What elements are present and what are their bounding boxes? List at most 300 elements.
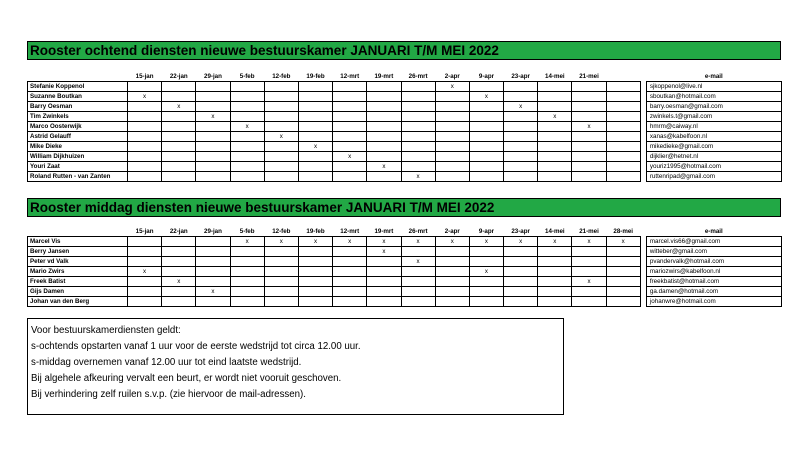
header-row — [28, 72, 782, 82]
shift-cell — [469, 277, 503, 287]
volunteer-name: Mario Zwirs — [28, 267, 128, 277]
morning-schedule-title: Rooster ochtend diensten nieuwe bestuurskamer JANUARI T/M MEI 2022 — [27, 41, 781, 60]
email-cell: mariozwirs@kabelfoon.nl — [646, 267, 781, 277]
notes-line: s-middag overnemen vanaf 12.00 uur tot eind laatste wedstrijd. — [31, 357, 302, 368]
shift-cell — [333, 92, 367, 102]
shift-cell: x — [504, 102, 538, 112]
shift-cell — [128, 82, 162, 92]
shift-cell — [469, 112, 503, 122]
shift-cell — [572, 297, 606, 307]
afternoon-schedule-table — [27, 227, 782, 307]
shift-cell — [298, 297, 332, 307]
volunteer-name: Youri Zaat — [28, 162, 128, 172]
date-header: 22-jan — [169, 228, 188, 235]
date-header: 9-apr — [478, 73, 495, 80]
shift-cell — [230, 267, 264, 277]
shift-cell — [572, 162, 606, 172]
shift-cell — [230, 92, 264, 102]
shift-cell — [538, 122, 572, 132]
volunteer-name: Astrid Gelauff — [28, 132, 128, 142]
volunteer-name: Roland Rutten - van Zanten — [28, 172, 128, 182]
shift-cell — [504, 162, 538, 172]
shift-cell — [264, 82, 298, 92]
shift-cell — [572, 287, 606, 297]
shift-cell — [367, 297, 401, 307]
date-header: 26-mrt — [408, 228, 428, 235]
shift-cell — [401, 92, 435, 102]
date-header: 26-mrt — [408, 73, 428, 80]
volunteer-name: Peter vd Valk — [28, 257, 128, 267]
date-header — [606, 72, 640, 82]
shift-cell — [401, 162, 435, 172]
shift-cell: x — [128, 267, 162, 277]
shift-cell — [367, 172, 401, 182]
shift-cell — [469, 122, 503, 132]
shift-cell — [196, 277, 230, 287]
shift-cell: x — [538, 237, 572, 247]
shift-cell — [333, 102, 367, 112]
shift-cell: x — [606, 237, 640, 247]
shift-cell — [162, 172, 196, 182]
shift-cell — [298, 122, 332, 132]
shift-cell — [469, 297, 503, 307]
email-cell: ga.damen@hotmail.com — [646, 287, 781, 297]
shift-cell — [572, 152, 606, 162]
shift-cell — [162, 162, 196, 172]
shift-cell — [128, 112, 162, 122]
shift-cell — [230, 257, 264, 267]
date-header: 12-mrt — [340, 73, 360, 80]
email-cell: hmrm@caiway.nl — [646, 122, 781, 132]
date-header: 5-feb — [239, 73, 255, 80]
shift-cell — [333, 132, 367, 142]
shift-cell — [264, 152, 298, 162]
shift-cell: x — [264, 237, 298, 247]
shift-cell — [333, 82, 367, 92]
shift-cell — [401, 152, 435, 162]
email-cell: pvandervalk@hotmail.com — [646, 257, 781, 267]
shift-cell — [504, 122, 538, 132]
shift-cell — [196, 162, 230, 172]
shift-cell — [128, 122, 162, 132]
shift-cell — [196, 132, 230, 142]
shift-cell — [230, 247, 264, 257]
shift-cell: x — [367, 237, 401, 247]
shift-cell — [469, 102, 503, 112]
shift-cell: x — [469, 237, 503, 247]
shift-cell — [538, 172, 572, 182]
shift-cell — [128, 247, 162, 257]
shift-cell: x — [469, 267, 503, 277]
shift-cell: x — [435, 82, 469, 92]
volunteer-name: William Dijkhuizen — [28, 152, 128, 162]
shift-cell — [606, 92, 640, 102]
date-header: 19-mrt — [374, 73, 394, 80]
morning-schedule-table — [27, 72, 782, 182]
email-cell: marcel.vis66@gmail.com — [646, 237, 781, 247]
shift-cell: x — [230, 122, 264, 132]
shift-cell — [504, 257, 538, 267]
date-header: 14-mei — [545, 228, 565, 235]
shift-cell — [162, 297, 196, 307]
shift-cell — [504, 82, 538, 92]
table-row — [28, 287, 782, 297]
shift-cell: x — [401, 237, 435, 247]
shift-cell — [435, 172, 469, 182]
shift-cell — [128, 237, 162, 247]
shift-cell — [128, 172, 162, 182]
notes-line: s-ochtends opstarten vanaf 1 uur voor de eerste wedstrijd tot circa 12.00 uur. — [31, 341, 361, 352]
shift-cell — [264, 277, 298, 287]
shift-cell: x — [162, 102, 196, 112]
shift-cell — [196, 102, 230, 112]
shift-cell — [606, 132, 640, 142]
shift-cell — [162, 267, 196, 277]
shift-cell — [298, 102, 332, 112]
shift-cell: x — [196, 112, 230, 122]
table-row — [28, 277, 782, 287]
shift-cell — [504, 267, 538, 277]
shift-cell — [333, 297, 367, 307]
shift-cell — [504, 172, 538, 182]
shift-cell — [538, 142, 572, 152]
shift-cell — [435, 277, 469, 287]
shift-cell — [572, 82, 606, 92]
shift-cell — [333, 257, 367, 267]
volunteer-name: Suzanne Boutkan — [28, 92, 128, 102]
shift-cell — [230, 172, 264, 182]
shift-cell — [333, 142, 367, 152]
shift-cell — [367, 112, 401, 122]
shift-cell — [538, 267, 572, 277]
table-row — [28, 82, 782, 92]
shift-cell — [401, 82, 435, 92]
shift-cell — [264, 142, 298, 152]
name-header — [28, 72, 128, 82]
shift-cell — [264, 247, 298, 257]
shift-cell — [264, 267, 298, 277]
date-header: 19-mrt — [374, 228, 394, 235]
shift-cell — [606, 102, 640, 112]
shift-cell — [367, 267, 401, 277]
volunteer-name: Barry Oesman — [28, 102, 128, 112]
shift-cell: x — [572, 277, 606, 287]
volunteer-name: Johan van den Berg — [28, 297, 128, 307]
shift-cell — [469, 82, 503, 92]
shift-cell — [367, 132, 401, 142]
date-header: 22-jan — [169, 73, 188, 80]
shift-cell — [401, 247, 435, 257]
shift-cell: x — [298, 142, 332, 152]
volunteer-name: Marco Oosterwijk — [28, 122, 128, 132]
shift-cell — [298, 277, 332, 287]
shift-cell — [367, 142, 401, 152]
date-header: 2-apr — [444, 73, 460, 80]
shift-cell — [230, 162, 264, 172]
shift-cell — [572, 257, 606, 267]
shift-cell — [401, 297, 435, 307]
date-header: 23-apr — [511, 73, 530, 80]
shift-cell — [230, 277, 264, 287]
shift-cell — [435, 112, 469, 122]
table-row — [28, 267, 782, 277]
shift-cell — [333, 122, 367, 132]
shift-cell — [469, 257, 503, 267]
shift-cell — [128, 142, 162, 152]
shift-cell — [162, 132, 196, 142]
table-row — [28, 132, 782, 142]
shift-cell: x — [572, 122, 606, 132]
shift-cell: x — [333, 237, 367, 247]
shift-cell — [538, 82, 572, 92]
email-cell: youriz1995@hotmail.com — [646, 162, 781, 172]
volunteer-name: Tim Zwinkels — [28, 112, 128, 122]
shift-cell — [196, 92, 230, 102]
table-row — [28, 162, 782, 172]
shift-cell — [196, 172, 230, 182]
date-header: 5-feb — [239, 228, 255, 235]
shift-cell — [606, 257, 640, 267]
shift-cell — [230, 152, 264, 162]
shift-cell — [196, 152, 230, 162]
email-header: e-mail — [704, 73, 723, 80]
date-header: 12-mrt — [340, 228, 360, 235]
email-cell: xanas@kabelfoon.nl — [646, 132, 781, 142]
volunteer-name: Berry Jansen — [28, 247, 128, 257]
header-row — [28, 227, 782, 237]
shift-cell — [333, 247, 367, 257]
shift-cell — [298, 112, 332, 122]
table-row — [28, 142, 782, 152]
table-row — [28, 112, 782, 122]
shift-cell — [128, 162, 162, 172]
shift-cell — [435, 267, 469, 277]
shift-cell — [333, 287, 367, 297]
table-row — [28, 102, 782, 112]
shift-cell — [333, 267, 367, 277]
shift-cell — [469, 247, 503, 257]
shift-cell — [367, 122, 401, 132]
email-cell: dijklier@hetnet.nl — [646, 152, 781, 162]
shift-cell — [128, 277, 162, 287]
date-header: 29-jan — [204, 73, 222, 80]
date-header: 9-apr — [478, 228, 495, 235]
shift-cell — [606, 297, 640, 307]
shift-cell — [162, 112, 196, 122]
shift-cell — [298, 257, 332, 267]
shift-cell — [264, 287, 298, 297]
shift-cell — [606, 142, 640, 152]
shift-cell — [469, 172, 503, 182]
shift-cell — [298, 287, 332, 297]
rules-notes-box — [27, 318, 564, 415]
volunteer-name: Freek Batist — [28, 277, 128, 287]
table-row — [28, 122, 782, 132]
shift-cell — [435, 102, 469, 112]
shift-cell — [504, 132, 538, 142]
shift-cell — [298, 152, 332, 162]
shift-cell — [162, 237, 196, 247]
shift-cell — [469, 142, 503, 152]
table-row — [28, 172, 782, 182]
email-cell: sjkoppenol@live.nl — [646, 82, 781, 92]
shift-cell — [367, 102, 401, 112]
shift-cell — [230, 112, 264, 122]
shift-cell — [298, 162, 332, 172]
shift-cell — [435, 297, 469, 307]
email-cell: johanwre@hotmail.com — [646, 297, 781, 307]
shift-cell — [128, 132, 162, 142]
shift-cell — [572, 247, 606, 257]
shift-cell — [606, 267, 640, 277]
shift-cell — [401, 112, 435, 122]
shift-cell — [538, 257, 572, 267]
shift-cell — [196, 297, 230, 307]
shift-cell: x — [333, 152, 367, 162]
shift-cell — [264, 92, 298, 102]
shift-cell — [367, 277, 401, 287]
shift-cell — [435, 247, 469, 257]
email-cell: sboutkan@hotmail.com — [646, 92, 781, 102]
shift-cell — [230, 142, 264, 152]
shift-cell — [333, 112, 367, 122]
shift-cell — [367, 152, 401, 162]
shift-cell — [504, 152, 538, 162]
shift-cell — [162, 247, 196, 257]
shift-cell: x — [230, 237, 264, 247]
shift-cell — [538, 92, 572, 102]
date-header: 21-mei — [579, 228, 599, 235]
shift-cell — [333, 162, 367, 172]
shift-cell — [333, 172, 367, 182]
shift-cell — [504, 247, 538, 257]
volunteer-name: Marcel Vis — [28, 237, 128, 247]
shift-cell — [606, 112, 640, 122]
date-header: 15-jan — [135, 73, 154, 80]
shift-cell — [298, 132, 332, 142]
shift-cell — [401, 122, 435, 132]
shift-cell — [572, 172, 606, 182]
shift-cell — [435, 142, 469, 152]
email-header: e-mail — [704, 228, 723, 235]
shift-cell — [538, 247, 572, 257]
shift-cell: x — [435, 237, 469, 247]
shift-cell: x — [538, 112, 572, 122]
date-header: 2-apr — [444, 228, 460, 235]
shift-cell — [162, 82, 196, 92]
shift-cell — [469, 287, 503, 297]
notes-line: Bij verhindering zelf ruilen s.v.p. (zie hiervoor de mail-adressen). — [31, 389, 306, 400]
table-row — [28, 257, 782, 267]
shift-cell — [196, 122, 230, 132]
shift-cell: x — [469, 92, 503, 102]
table-row — [28, 152, 782, 162]
shift-cell: x — [572, 237, 606, 247]
shift-cell — [128, 152, 162, 162]
shift-cell — [401, 142, 435, 152]
table-row — [28, 92, 782, 102]
shift-cell — [367, 92, 401, 102]
shift-cell — [128, 287, 162, 297]
shift-cell — [606, 122, 640, 132]
date-header: 14-mei — [545, 73, 565, 80]
shift-cell — [298, 247, 332, 257]
email-cell: ruttenripad@gmail.com — [646, 172, 781, 182]
shift-cell — [538, 162, 572, 172]
shift-cell: x — [367, 162, 401, 172]
shift-cell — [538, 152, 572, 162]
shift-cell — [128, 102, 162, 112]
shift-cell — [298, 92, 332, 102]
shift-cell — [435, 162, 469, 172]
date-header: 19-feb — [306, 73, 325, 80]
shift-cell — [538, 297, 572, 307]
date-header: 29-jan — [204, 228, 222, 235]
notes-line: Voor bestuurskamerdiensten geldt: — [31, 325, 181, 336]
shift-cell — [128, 297, 162, 307]
shift-cell: x — [264, 132, 298, 142]
shift-cell — [435, 257, 469, 267]
name-header — [28, 227, 128, 237]
shift-cell — [401, 267, 435, 277]
shift-cell — [504, 287, 538, 297]
shift-cell — [196, 237, 230, 247]
shift-cell — [504, 297, 538, 307]
shift-cell — [298, 82, 332, 92]
shift-cell: x — [298, 237, 332, 247]
table-row — [28, 247, 782, 257]
shift-cell — [264, 162, 298, 172]
shift-cell — [469, 132, 503, 142]
date-header: 21-mei — [579, 73, 599, 80]
shift-cell — [504, 277, 538, 287]
shift-cell — [162, 122, 196, 132]
shift-cell: x — [401, 257, 435, 267]
shift-cell — [196, 82, 230, 92]
shift-cell — [435, 287, 469, 297]
shift-cell — [230, 102, 264, 112]
email-cell: zwinkels.t@gmail.com — [646, 112, 781, 122]
shift-cell — [367, 82, 401, 92]
shift-cell — [606, 82, 640, 92]
shift-cell — [435, 132, 469, 142]
volunteer-name: Mike Dieke — [28, 142, 128, 152]
shift-cell — [469, 162, 503, 172]
date-header: 12-feb — [272, 73, 291, 80]
email-cell: witteber@gmail.com — [646, 247, 781, 257]
shift-cell — [230, 297, 264, 307]
shift-cell — [401, 287, 435, 297]
shift-cell — [264, 112, 298, 122]
shift-cell — [298, 172, 332, 182]
date-header: 12-feb — [272, 228, 291, 235]
shift-cell — [469, 152, 503, 162]
email-cell: freekbatist@hotmail.com — [646, 277, 781, 287]
shift-cell — [264, 122, 298, 132]
shift-cell — [572, 267, 606, 277]
shift-cell — [606, 277, 640, 287]
shift-cell — [606, 152, 640, 162]
shift-cell — [367, 257, 401, 267]
table-row — [28, 237, 782, 247]
shift-cell — [264, 172, 298, 182]
shift-cell — [298, 267, 332, 277]
shift-cell: x — [162, 277, 196, 287]
shift-cell — [435, 122, 469, 132]
shift-cell — [606, 247, 640, 257]
shift-cell: x — [128, 92, 162, 102]
date-header: 28-mei — [613, 228, 634, 235]
